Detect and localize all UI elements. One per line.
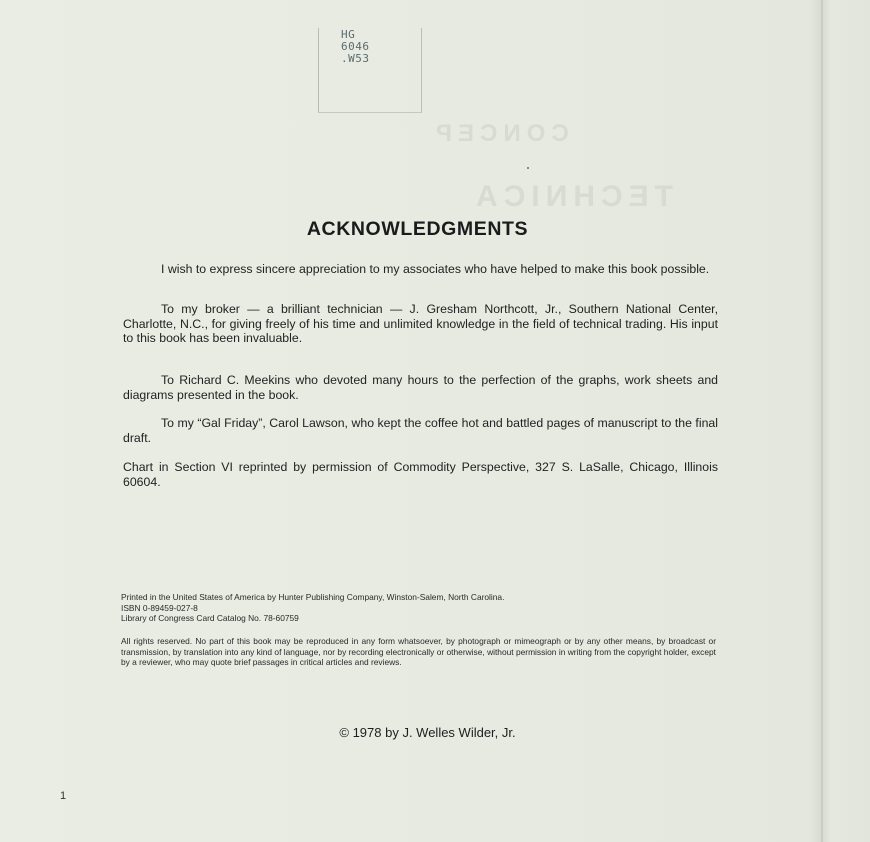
- bleed-through-text-2: TECHNICA: [470, 180, 673, 213]
- lccn-line: Library of Congress Card Catalog No. 78-60759: [121, 613, 299, 623]
- isbn-line: ISBN 0-89459-027-8: [121, 602, 198, 613]
- call-number-line: .W53: [341, 52, 370, 65]
- page-fold-shadow: [821, 0, 823, 842]
- page-title: ACKNOWLEDGMENTS: [306, 218, 529, 240]
- copyright-line: © 1978 by J. Welles Wilder, Jr.: [339, 725, 516, 740]
- call-number-line: HG: [341, 28, 356, 41]
- printer-line: Printed in the United States of America by Hunter Publishing Company, Winston-Salem, North Carolina.: [121, 592, 505, 602]
- call-number-line: 6046: [341, 40, 370, 53]
- imprint-block: [121, 592, 716, 624]
- library-call-number: [318, 28, 422, 113]
- bleed-through-text-1: CONCEP: [430, 120, 569, 147]
- speck: [527, 167, 529, 169]
- rights-notice: All rights reserved. No part of this book may be reproduced in any form whatsoever, by photograph or mimeograph or by any other means, by broadcast or transmission, by translation into any kind of language, nor by recording electronically or otherwise, without permission in writing from the copyright holder, except by a reviewer, who may quote brief passages in critical articles and reviews.: [121, 636, 716, 667]
- acknowledgment-paragraph: To my “Gal Friday”, Carol Lawson, who kept the coffee hot and battled pages of manuscript to the final draft.: [123, 416, 718, 445]
- permission-note: Chart in Section VI reprinted by permission of Commodity Perspective, 327 S. LaSalle, Chicago, Illinois 60604.: [123, 460, 718, 489]
- page-number: 1: [60, 790, 67, 802]
- acknowledgment-paragraph: To Richard C. Meekins who devoted many hours to the perfection of the graphs, work sheets and diagrams presented in the book.: [123, 373, 718, 402]
- acknowledgment-paragraph: I wish to express sincere appreciation to my associates who have helped to make this book possible.: [161, 262, 710, 276]
- acknowledgment-paragraph: To my broker — a brilliant technician — J. Gresham Northcott, Jr., Southern National Center, Charlotte, N.C., for giving freely of his time and unlimited knowledge in the field of technical trading. His input to this book has been invaluable.: [123, 302, 718, 345]
